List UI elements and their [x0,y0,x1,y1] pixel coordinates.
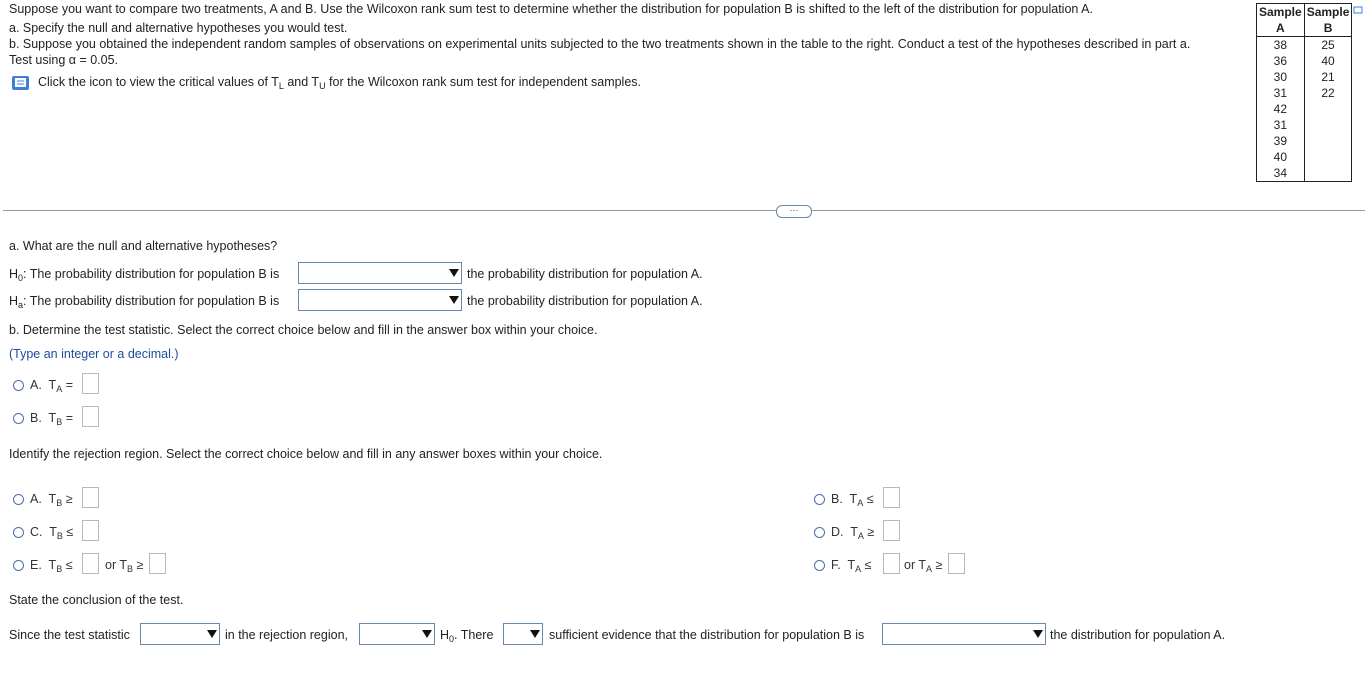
rej-e-label: E. $T_B$ ≤ [30,558,73,574]
divider [3,210,1365,211]
conclusion-dropdown-4[interactable] [882,623,1046,645]
stat-b-input[interactable] [82,406,99,427]
icon-text-mid: and T [283,75,320,89]
radio-stat-a[interactable] [13,380,24,391]
cell: 31 [1257,117,1305,133]
rej-d-input[interactable] [883,520,900,541]
ha-dropdown[interactable] [298,289,462,311]
cell: 42 [1257,101,1305,117]
problem-line-2: a. Specify the null and alternative hypotheses you would test. [9,21,348,35]
problem-line-4: Test using α = 0.05. [9,53,119,67]
cell: 34 [1257,165,1305,182]
radio-rej-f[interactable] [814,560,825,571]
cell: 38 [1257,37,1305,54]
rej-a-input[interactable] [82,487,99,508]
h0-dropdown[interactable] [298,262,462,284]
book-icon[interactable] [11,75,31,91]
conclusion-sufficient: sufficient evidence that the distribution for population B is [549,628,865,642]
header-b: B [1304,20,1352,37]
conclusion-dropdown-2[interactable] [359,623,435,645]
rej-d-label: D. $T_A$ ≥ [831,525,875,541]
rej-e-input-2[interactable] [149,553,166,574]
rej-e-input-1[interactable] [82,553,99,574]
radio-rej-c[interactable] [13,527,24,538]
part-a-question: a. What are the null and alternative hypotheses? [9,239,278,253]
radio-rej-d[interactable] [814,527,825,538]
cell [1304,117,1352,133]
h0-after-text: the probability distribution for population A. [467,267,703,281]
dropdown-arrow-icon [419,626,433,642]
header-a: A [1257,20,1305,37]
stat-b-label: B. $T_B$ = [30,411,73,427]
conclusion-in-region: in the rejection region, [225,628,348,642]
cell [1304,101,1352,117]
expand-button[interactable]: ··· [776,205,812,218]
stat-a-input[interactable] [82,373,99,394]
cell: 31 [1257,85,1305,101]
rej-b-label: B. $T_A$ ≤ [831,492,874,508]
ha-label: $H_a$: The probability distribution for population B is [9,294,280,310]
rej-f-input-1[interactable] [883,553,900,574]
sub-L: L [278,81,284,91]
header-sample-a: Sample [1257,4,1305,21]
icon-text-post: for the Wilcoxon rank sum test for independent samples. [325,75,642,89]
cell: 30 [1257,69,1305,85]
ha-after-text: the probability distribution for population A. [467,294,703,308]
cell: 36 [1257,53,1305,69]
problem-line-1: Suppose you want to compare two treatments, A and B. Use the Wilcoxon rank sum test to determine whether the distribution for population B is shifted to the left of the distribution for population A. [9,2,1093,16]
rej-a-label: A. $T_B$ ≥ [30,492,73,508]
radio-rej-a[interactable] [13,494,24,505]
conclusion-dropdown-3[interactable] [503,623,543,645]
radio-rej-e[interactable] [13,560,24,571]
cell: 22 [1304,85,1352,101]
data-table [1256,3,1352,182]
conclusion-heading: State the conclusion of the test. [9,593,184,607]
rej-f-or-label: or $T_A$ ≥ [904,558,943,574]
header-sample-b: Sample [1304,4,1352,21]
rejection-question: Identify the rejection region. Select the correct choice below and fill in any answer boxes within your choice. [9,447,603,461]
dropdown-arrow-icon [527,626,541,642]
radio-rej-b[interactable] [814,494,825,505]
radio-stat-b[interactable] [13,413,24,424]
problem-line-3: b. Suppose you obtained the independent random samples of observations on experimental units subjected to the two treatments shown in the table to the right. Conduct a test of the hypotheses described in part a. [9,37,1191,51]
rej-f-label: F. $T_A$ ≤ [831,558,872,574]
conclusion-since: Since the test statistic [9,628,130,642]
rej-e-or-label: or $T_B$ ≥ [105,558,144,574]
part-b-question: b. Determine the test statistic. Select the correct choice below and fill in the answer box within your choice. [9,323,598,337]
part-b-hint: (Type an integer or a decimal.) [9,347,179,361]
dropdown-arrow-icon [204,626,218,642]
h0-label: $H_0$: The probability distribution for population B is [9,267,280,283]
dropdown-arrow-icon [1030,626,1044,642]
rej-f-input-2[interactable] [948,553,965,574]
copy-icon[interactable] [1353,5,1363,15]
conclusion-dropdown-1[interactable] [140,623,220,645]
stat-a-label: A. $T_A$ = [30,378,73,394]
icon-text-pre: Click the icon to view the critical values of T [38,75,279,89]
cell: 39 [1257,133,1305,149]
rej-c-input[interactable] [82,520,99,541]
conclusion-end: the distribution for population A. [1050,628,1226,642]
cell [1304,165,1352,182]
cell: 25 [1304,37,1352,54]
dropdown-arrow-icon [446,265,460,281]
cell: 40 [1304,53,1352,69]
sub-U: U [319,81,326,91]
rej-b-input[interactable] [883,487,900,508]
conclusion-h0: $H_0$. There [440,628,494,644]
cell: 40 [1257,149,1305,165]
dropdown-arrow-icon [446,292,460,308]
rej-c-label: C. $T_B$ ≤ [30,525,74,541]
cell: 21 [1304,69,1352,85]
cell [1304,149,1352,165]
cell [1304,133,1352,149]
